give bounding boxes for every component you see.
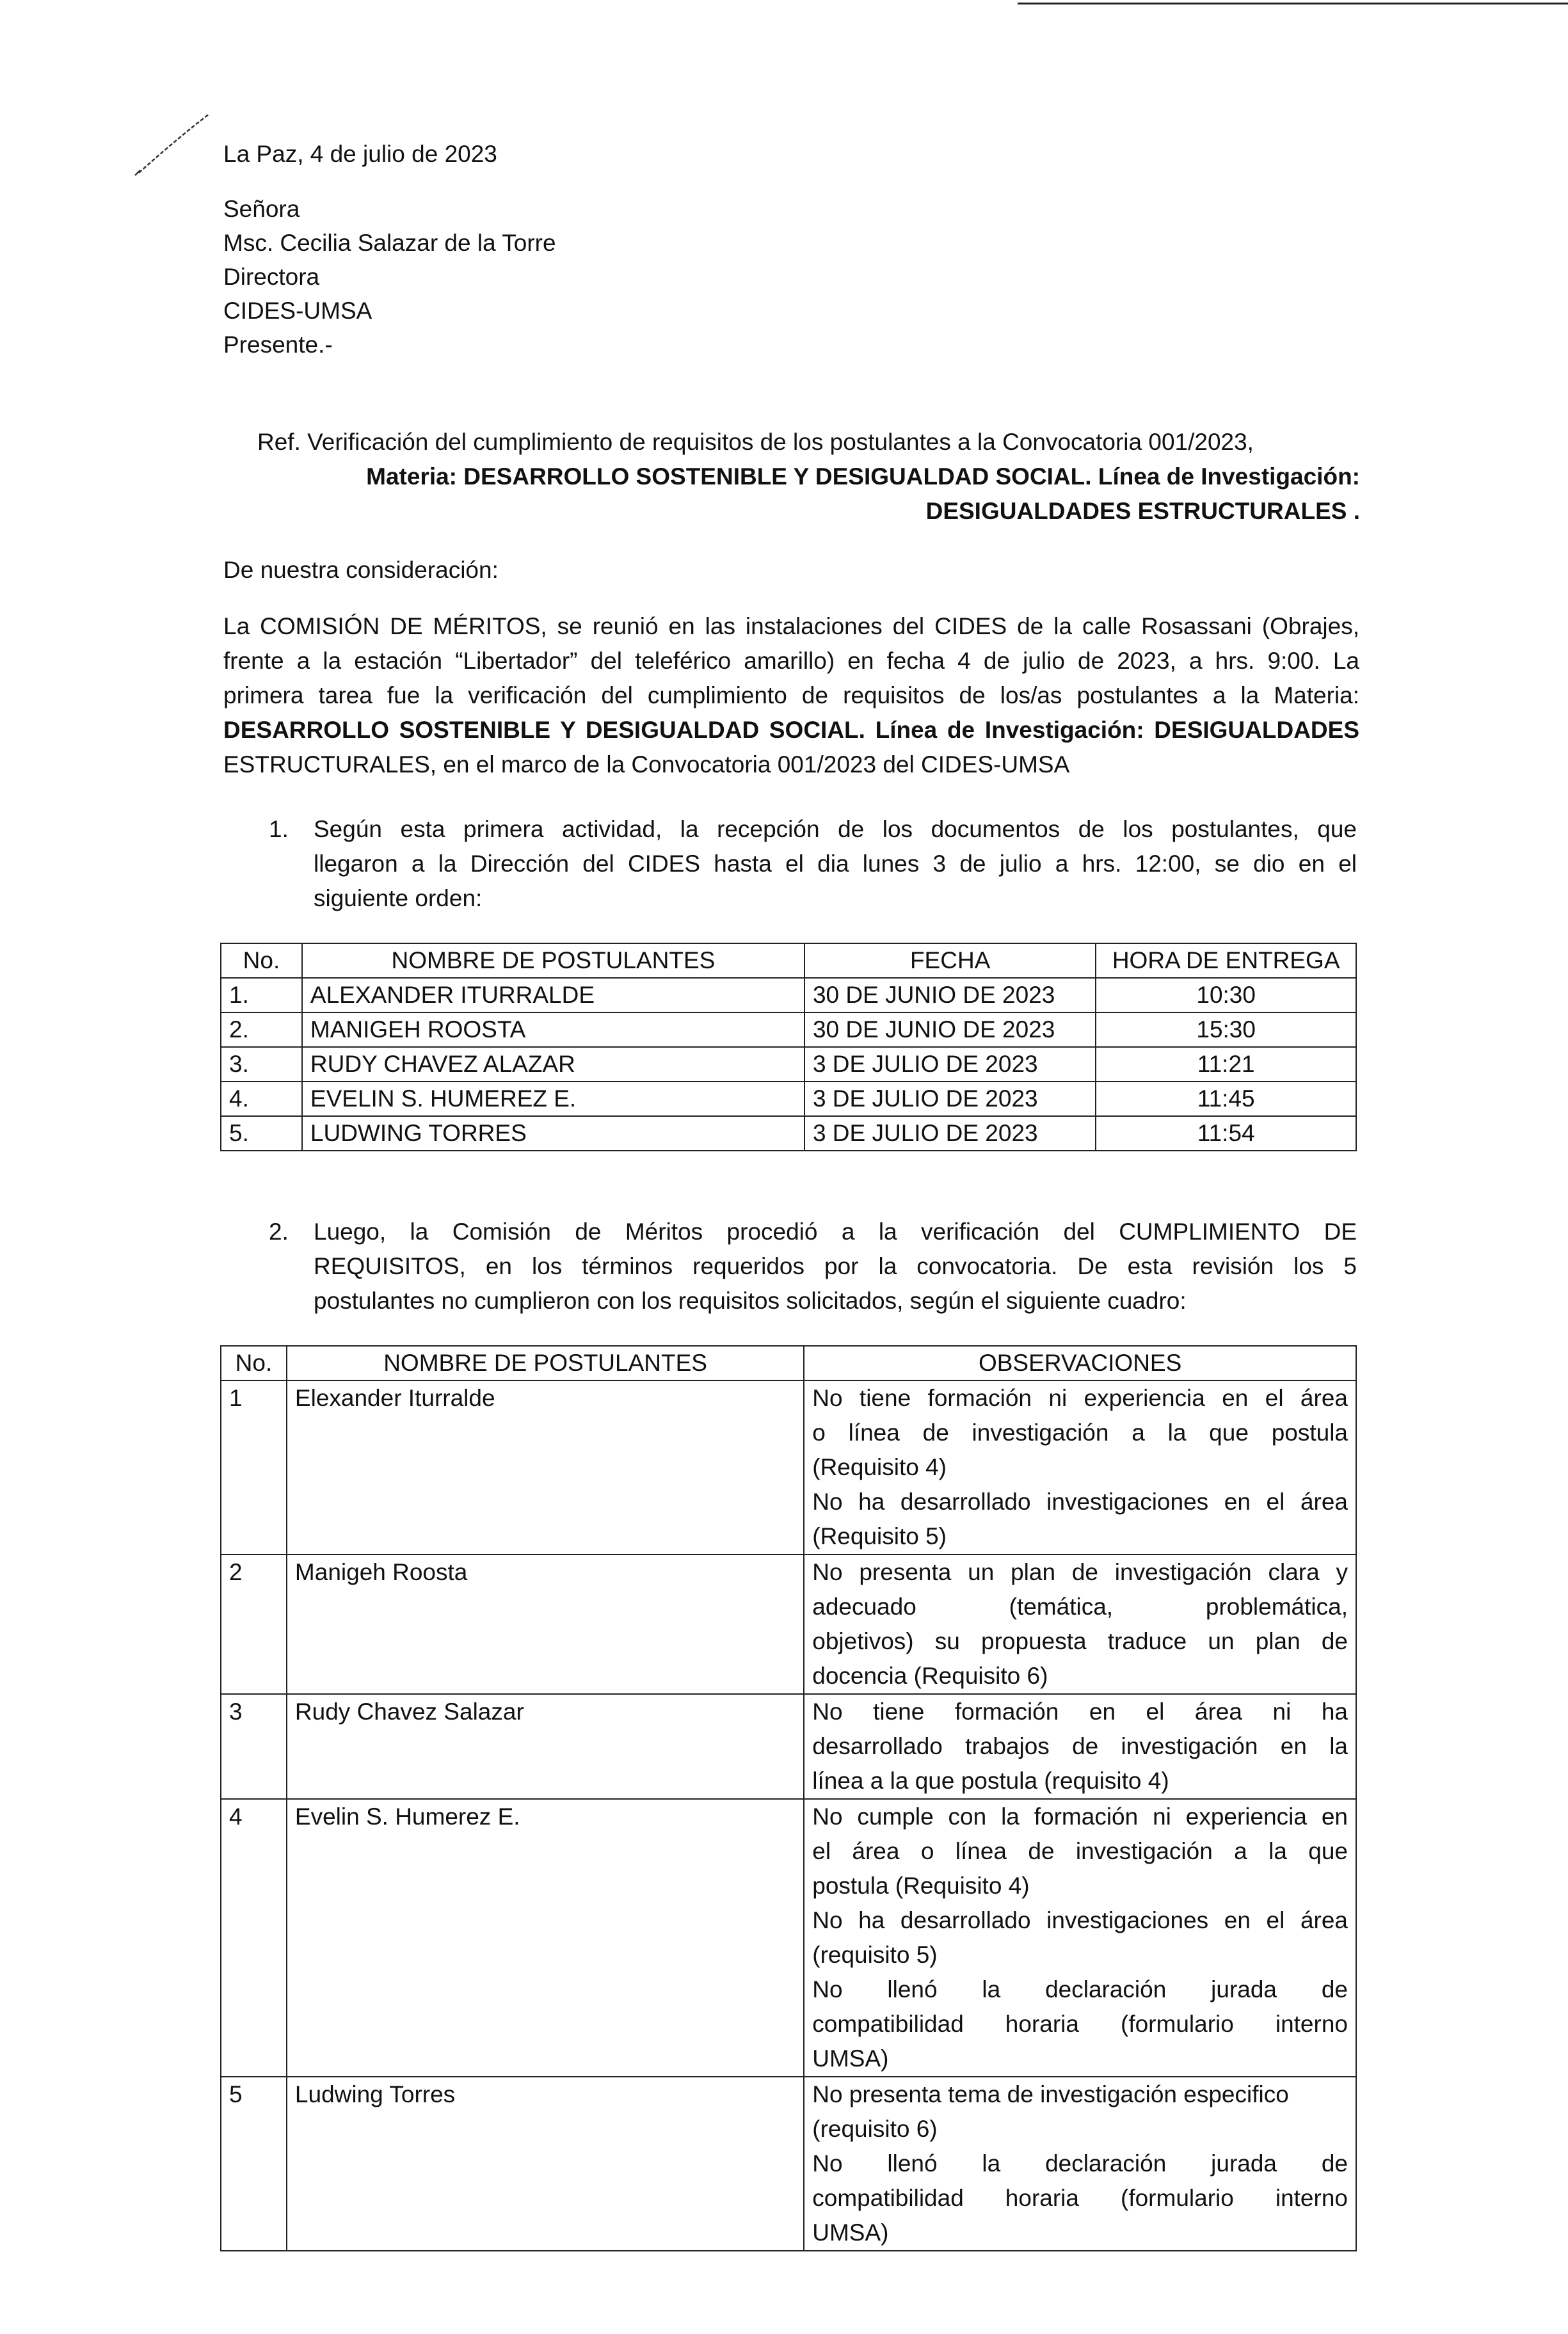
paragraph-line: DESARROLLO SOSTENIBLE Y DESIGUALDAD SOCIAL. Línea de Investigación: DESIGUALDADES bbox=[223, 717, 1359, 743]
delivery-date: 3 DE JULIO DE 2023 bbox=[804, 1047, 1096, 1082]
reference-block bbox=[256, 425, 1360, 529]
item-line: Según esta primera actividad, la recepción de los documentos de los postulantes, que bbox=[314, 816, 1357, 842]
delivery-time: 15:30 bbox=[1096, 1012, 1356, 1047]
recipient-line: Directora bbox=[223, 264, 320, 290]
column-header: OBSERVACIONES bbox=[804, 1346, 1356, 1380]
column-header: HORA DE ENTREGA bbox=[1096, 943, 1356, 978]
delivery-date: 30 DE JUNIO DE 2023 bbox=[804, 1012, 1096, 1047]
observation-line: desarrollado trabajos de investigación en la bbox=[812, 1733, 1348, 1759]
item-number: 2. bbox=[269, 1219, 289, 1245]
observation-line: No tiene formación en el área ni ha bbox=[812, 1699, 1348, 1725]
observation-line: (Requisito 5) bbox=[812, 1523, 947, 1549]
observation-line: compatibilidad horaria (formulario interno bbox=[812, 2185, 1348, 2211]
applicant-name: Elexander Iturralde bbox=[287, 1380, 804, 1555]
item-number: 1. bbox=[269, 816, 289, 842]
reference-line bbox=[256, 460, 1360, 494]
row-number: 5 bbox=[221, 2077, 287, 2251]
delivery-time: 11:45 bbox=[1096, 1082, 1356, 1116]
recipient-line: CIDES-UMSA bbox=[223, 298, 372, 324]
row-number: 1 bbox=[221, 1380, 287, 1555]
observation-line: No llenó la declaración jurada de bbox=[812, 2150, 1348, 2177]
row-number: 2 bbox=[221, 1555, 287, 1694]
observation-line: postula (Requisito 4) bbox=[812, 1873, 1030, 1899]
item-line: postulantes no cumplieron con los requisitos solicitados, según el siguiente cuadro: bbox=[314, 1288, 1187, 1314]
delivery-date: 30 DE JUNIO DE 2023 bbox=[804, 978, 1096, 1012]
numbered-item-2 bbox=[269, 1215, 1357, 1318]
observation-line: docencia (Requisito 6) bbox=[812, 1663, 1048, 1689]
column-header: No. bbox=[221, 1346, 287, 1380]
paragraph-line: La COMISIÓN DE MÉRITOS, se reunió en las instalaciones del CIDES de la calle Rosassani (Obrajes, bbox=[223, 613, 1359, 639]
paragraph-line: primera tarea fue la verificación del cumplimiento de requisitos de los/as postulantes a la Materia: bbox=[223, 682, 1359, 708]
item-line: siguiente orden: bbox=[314, 885, 483, 911]
table-row bbox=[221, 978, 1356, 1012]
numbered-item-1 bbox=[269, 812, 1357, 916]
observations-cell bbox=[804, 2077, 1356, 2251]
observations-cell bbox=[804, 1380, 1356, 1555]
delivery-date: 3 DE JULIO DE 2023 bbox=[804, 1082, 1096, 1116]
table-row bbox=[221, 2077, 1356, 2251]
applicant-name: Manigeh Roosta bbox=[287, 1555, 804, 1694]
delivery-time: 10:30 bbox=[1096, 978, 1356, 1012]
observation-line: No ha desarrollado investigaciones en el área bbox=[812, 1489, 1348, 1515]
top-edge-line bbox=[1018, 3, 1568, 4]
row-number: 5. bbox=[221, 1116, 302, 1151]
pen-stroke-mark bbox=[131, 109, 214, 179]
delivery-time: 11:54 bbox=[1096, 1116, 1356, 1151]
table-row bbox=[221, 1799, 1356, 2077]
table-row bbox=[221, 1012, 1356, 1047]
reception-table bbox=[220, 943, 1357, 1151]
row-number: 2. bbox=[221, 1012, 302, 1047]
applicant-name: MANIGEH ROOSTA bbox=[302, 1012, 804, 1047]
observation-line: No presenta un plan de investigación clara y bbox=[812, 1559, 1348, 1585]
observation-line: adecuado (temática, problemática, bbox=[812, 1594, 1348, 1620]
recipient-line: Señora bbox=[223, 196, 300, 222]
column-header: NOMBRE DE POSTULANTES bbox=[302, 943, 804, 978]
observation-line: compatibilidad horaria (formulario interno bbox=[812, 2011, 1348, 2037]
observation-line: No llenó la declaración jurada de bbox=[812, 1976, 1348, 2002]
reference-line-bold: Materia: DESARROLLO SOSTENIBLE Y DESIGUALDAD SOCIAL. Línea de Investigación: bbox=[366, 463, 1360, 490]
item-line: REQUISITOS, en los términos requeridos por la convocatoria. De esta revisión los 5 bbox=[314, 1253, 1357, 1279]
table-header-row bbox=[221, 943, 1356, 978]
recipient-line: Presente.- bbox=[223, 332, 333, 358]
observation-line: línea a la que postula (requisito 4) bbox=[812, 1768, 1169, 1794]
table-row bbox=[221, 1047, 1356, 1082]
observation-line: objetivos) su propuesta traduce un plan de bbox=[812, 1628, 1348, 1654]
observation-line: (requisito 5) bbox=[812, 1942, 938, 1968]
applicant-name: RUDY CHAVEZ ALAZAR bbox=[302, 1047, 804, 1082]
row-number: 4 bbox=[221, 1799, 287, 2077]
recipient-line: Msc. Cecilia Salazar de la Torre bbox=[223, 230, 556, 256]
observation-line: No cumple con la formación ni experiencia en bbox=[812, 1803, 1348, 1830]
item-line: Luego, la Comisión de Méritos procedió a la verificación del CUMPLIMIENTO DE bbox=[314, 1219, 1357, 1245]
observation-line: No tiene formación ni experiencia en el área bbox=[812, 1385, 1348, 1411]
paragraph-line: ESTRUCTURALES, en el marco de la Convocatoria 001/2023 del CIDES-UMSA bbox=[223, 751, 1070, 778]
row-number: 4. bbox=[221, 1082, 302, 1116]
reference-line: Ref. Verificación del cumplimiento de requisitos de los postulantes a la Convocatoria 001/2023, bbox=[257, 429, 1254, 455]
reference-line bbox=[256, 494, 1360, 529]
delivery-date: 3 DE JULIO DE 2023 bbox=[804, 1116, 1096, 1151]
row-number: 3. bbox=[221, 1047, 302, 1082]
observation-line: No ha desarrollado investigaciones en el área bbox=[812, 1907, 1348, 1933]
table-header-row bbox=[221, 1346, 1356, 1380]
applicant-name: LUDWING TORRES bbox=[302, 1116, 804, 1151]
table-row bbox=[221, 1082, 1356, 1116]
paragraph-line: frente a la estación “Libertador” del teleférico amarillo) en fecha 4 de julio de 2023, a hrs. 9:00. La bbox=[223, 648, 1359, 674]
observation-line: (Requisito 4) bbox=[812, 1454, 947, 1480]
observation-line: No presenta tema de investigación especifico bbox=[812, 2081, 1289, 2107]
column-header: NOMBRE DE POSTULANTES bbox=[287, 1346, 804, 1380]
applicant-name: Evelin S. Humerez E. bbox=[287, 1799, 804, 2077]
reference-line-bold: DESIGUALDADES ESTRUCTURALES . bbox=[925, 498, 1360, 524]
column-header: FECHA bbox=[804, 943, 1096, 978]
applicant-name: ALEXANDER ITURRALDE bbox=[302, 978, 804, 1012]
requirements-table bbox=[220, 1345, 1357, 2251]
table-row bbox=[221, 1555, 1356, 1694]
observations-cell bbox=[804, 1799, 1356, 2077]
observation-line: UMSA) bbox=[812, 2045, 889, 2072]
observation-line: (requisito 6) bbox=[812, 2116, 938, 2142]
applicant-name: EVELIN S. HUMEREZ E. bbox=[302, 1082, 804, 1116]
row-number: 1. bbox=[221, 978, 302, 1012]
greeting: De nuestra consideración: bbox=[223, 557, 499, 583]
observation-line: o línea de investigación a la que postula bbox=[812, 1419, 1348, 1446]
row-number: 3 bbox=[221, 1694, 287, 1799]
observations-cell bbox=[804, 1555, 1356, 1694]
recipient-block bbox=[223, 192, 556, 362]
intro-paragraph bbox=[223, 609, 1359, 782]
observation-line: UMSA) bbox=[812, 2219, 889, 2246]
letter-date: La Paz, 4 de julio de 2023 bbox=[223, 141, 497, 167]
applicant-name: Rudy Chavez Salazar bbox=[287, 1694, 804, 1799]
table-row bbox=[221, 1694, 1356, 1799]
delivery-time: 11:21 bbox=[1096, 1047, 1356, 1082]
table-row bbox=[221, 1116, 1356, 1151]
table-row bbox=[221, 1380, 1356, 1555]
observations-cell bbox=[804, 1694, 1356, 1799]
column-header: No. bbox=[221, 943, 302, 978]
applicant-name: Ludwing Torres bbox=[287, 2077, 804, 2251]
item-line: llegaron a la Dirección del CIDES hasta el dia lunes 3 de julio a hrs. 12:00, se dio en el bbox=[314, 851, 1357, 877]
observation-line: el área o línea de investigación a la que bbox=[812, 1838, 1348, 1864]
